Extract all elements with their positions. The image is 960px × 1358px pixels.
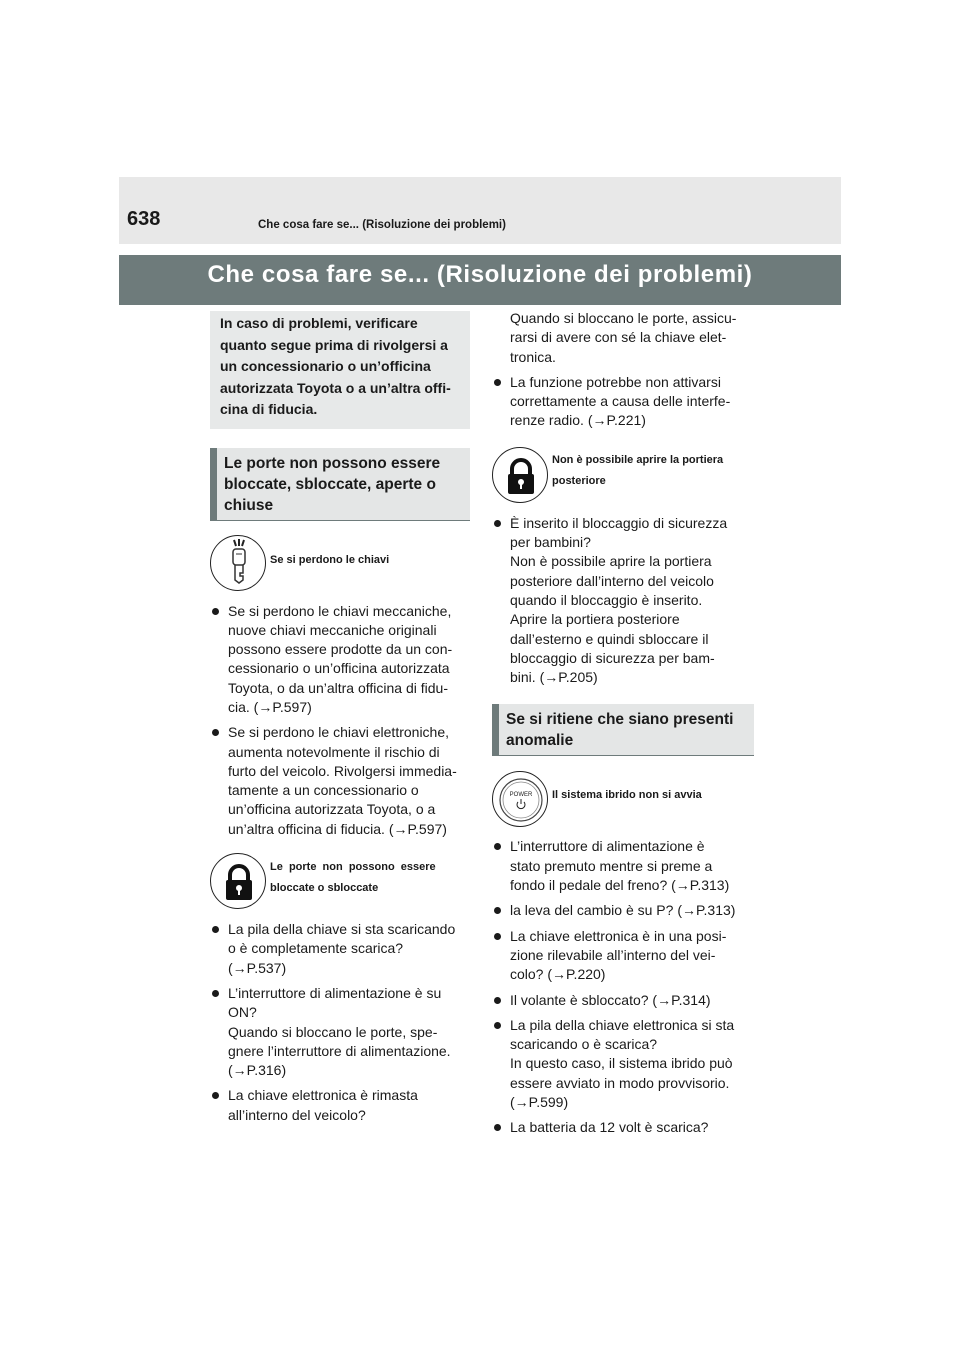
item-line: L’interruttore di alimentazione è — [510, 838, 705, 855]
bullet-icon — [494, 520, 501, 527]
list-item — [210, 920, 470, 978]
bullet-icon — [494, 379, 501, 386]
subheading-title — [270, 550, 389, 571]
subheading-line: posteriore — [552, 474, 606, 487]
heading-line: anomalie — [506, 732, 574, 750]
item-line: rarsi di avere con sé la chiave elet- — [510, 329, 727, 346]
bullet-icon — [494, 997, 501, 1004]
item-line: (→P.599) — [510, 1094, 569, 1111]
list-item — [210, 723, 470, 839]
item-line: È inserito il bloccaggio di sicurezza — [510, 514, 728, 531]
section-heading-doors — [210, 448, 470, 521]
power-switch-icon — [492, 771, 548, 827]
item-line: la leva del cambio è su P? (→P.313) — [510, 902, 736, 919]
item-line: La pila della chiave si sta scaricando — [228, 921, 456, 938]
intro-box — [210, 311, 470, 429]
list-item — [492, 837, 754, 895]
page-title: Che cosa fare se... (Risoluzione dei problemi) — [207, 261, 753, 288]
lock-icon — [492, 447, 548, 503]
item-line: aumenta notevolmente il rischio di — [228, 743, 440, 760]
item-line: Non è possibile aprire la portiera — [510, 553, 712, 570]
item-line: un’altra officina di fiducia. (→P.597) — [228, 820, 447, 837]
left-column — [210, 311, 470, 1125]
list-item — [492, 1118, 754, 1137]
bullet-icon — [212, 1092, 219, 1099]
item-line: cia. (→P.597) — [228, 698, 312, 715]
item-line: Toyota, o da un’altra officina di fidu- — [228, 679, 448, 696]
list-item — [210, 984, 470, 1080]
page-header — [119, 177, 841, 244]
list-item — [492, 514, 754, 688]
subheading-line: bloccate o sbloccate — [270, 882, 379, 895]
list-item — [210, 602, 470, 718]
item-line: Aprire la portiera posteriore — [510, 611, 680, 628]
heading-line: Le porte non possono essere — [224, 454, 441, 472]
item-line: essere avviato in modo provvisorio. — [510, 1074, 730, 1091]
item-line: furto del veicolo. Rivolgersi immedia- — [228, 762, 457, 779]
power-label: POWER — [509, 792, 533, 799]
title-banner — [119, 255, 841, 305]
item-line: ON? — [228, 1004, 257, 1021]
bullet-icon — [212, 990, 219, 997]
intro-line: In caso di problemi, verificare — [220, 315, 418, 331]
item-line: La pila della chiave elettronica si sta — [510, 1016, 735, 1033]
item-line: cessionario o un’officina autorizzata — [228, 660, 450, 677]
bullet-icon — [494, 1022, 501, 1029]
item-line: La batteria da 12 volt è scarica? — [510, 1119, 709, 1136]
item-line: o è completamente scarica? — [228, 940, 404, 957]
list-item — [492, 1016, 754, 1112]
subheading-line: Il sistema ibrido non si avvia — [552, 789, 702, 802]
item-line: nuove chiavi meccaniche originali — [228, 621, 437, 638]
item-line: (→P.316) — [228, 1062, 287, 1079]
list-item — [492, 373, 754, 431]
item-line: renze radio. (→P.221) — [510, 412, 646, 429]
subheading-line: Non è possibile aprire la portiera — [552, 453, 724, 466]
list-lost-keys — [210, 602, 470, 840]
item-line: quando il bloccaggio è inserito. — [510, 591, 703, 608]
intro-line: cina di fiducia. — [220, 401, 318, 417]
item-line: Se si perdono le chiavi meccaniche, — [228, 602, 452, 619]
page-number: 638 — [127, 208, 161, 230]
bullet-icon — [494, 843, 501, 850]
item-line: Quando si bloccano le porte, assicu- — [510, 310, 737, 326]
section-heading-anomalies — [492, 704, 754, 756]
item-line: La chiave elettronica è rimasta — [228, 1087, 418, 1104]
item-line: L’interruttore di alimentazione è su — [228, 984, 442, 1001]
item-line: zione rilevabile all’interno del vei- — [510, 946, 716, 963]
intro-line: autorizzata Toyota o a un’altra offi- — [220, 379, 451, 396]
item-line: La funzione potrebbe non attivarsi — [510, 373, 721, 390]
running-title: Che cosa fare se... (Risoluzione dei problemi) — [258, 219, 506, 231]
heading-line: bloccate, sbloccate, aperte o — [224, 475, 436, 493]
bullet-icon — [212, 926, 219, 933]
item-line: Il volante è sbloccato? (→P.314) — [510, 991, 711, 1008]
subheading-title — [552, 450, 723, 492]
subheading-title — [270, 857, 468, 899]
subheading-hybrid — [492, 771, 754, 831]
item-line: Quando si bloccano le porte, spe- — [228, 1023, 438, 1040]
list-item — [210, 1086, 470, 1125]
item-line: In questo caso, il sistema ibrido può — [510, 1055, 733, 1072]
list-item — [492, 927, 754, 985]
key-icon — [210, 535, 266, 591]
item-line: (→P.537) — [228, 959, 287, 976]
subheading-title — [552, 785, 702, 806]
item-line: fondo il pedale del freno? (→P.313) — [510, 877, 730, 894]
item-line: all’interno del veicolo? — [228, 1106, 366, 1123]
list-item — [492, 991, 754, 1010]
item-line: posteriore dall’interno del veicolo — [510, 572, 714, 589]
item-line: Se si perdono le chiavi elettroniche, — [228, 724, 450, 741]
heading-line: Se si ritiene che siano presenti — [506, 711, 734, 729]
item-line: stato premuto mentre si preme a — [510, 857, 713, 874]
list-lock — [210, 920, 470, 1125]
bullet-icon — [494, 907, 501, 914]
bullet-icon — [494, 1124, 501, 1131]
item-line: La chiave elettronica è in una posi- — [510, 927, 727, 944]
heading-line: chiuse — [224, 496, 274, 514]
subheading-rear-door — [492, 447, 754, 507]
item-line: bini. (→P.205) — [510, 669, 598, 686]
item-line: possono essere prodotte da un con- — [228, 641, 453, 658]
item-line: scaricando o è scarica? — [510, 1036, 658, 1053]
subheading-lost-keys — [210, 535, 470, 595]
item-line: tronica. — [510, 348, 556, 365]
item-line: correttamente a causa delle interfe- — [510, 393, 731, 410]
item-line: un’officina autorizzata Toyota, o a — [228, 801, 436, 818]
right-column — [492, 309, 754, 1138]
item-line: bloccaggio di sicurezza per bam- — [510, 649, 715, 666]
item-line: dall’esterno e quindi sbloccare il — [510, 630, 709, 647]
bullet-icon — [212, 729, 219, 736]
continuation-text — [492, 309, 754, 367]
item-line: colo? (→P.220) — [510, 966, 606, 983]
list-hybrid — [492, 837, 754, 1137]
list-item — [492, 901, 754, 920]
lock-icon — [210, 853, 266, 909]
item-line: per bambini? — [510, 534, 591, 551]
subheading-line: Se si perdono le chiavi — [270, 553, 390, 566]
intro-line: quanto segue prima di rivolgersi a — [220, 336, 448, 353]
subheading-lock — [210, 853, 470, 913]
item-line: tamente a un concessionario o — [228, 782, 419, 799]
item-line: gnere l’interruttore di alimentazione. — [228, 1042, 451, 1059]
subheading-line: Le porte non possono essere — [270, 861, 436, 874]
bullet-icon — [212, 608, 219, 615]
bullet-icon — [494, 933, 501, 940]
intro-line: un concessionario o un’officina — [220, 358, 431, 374]
